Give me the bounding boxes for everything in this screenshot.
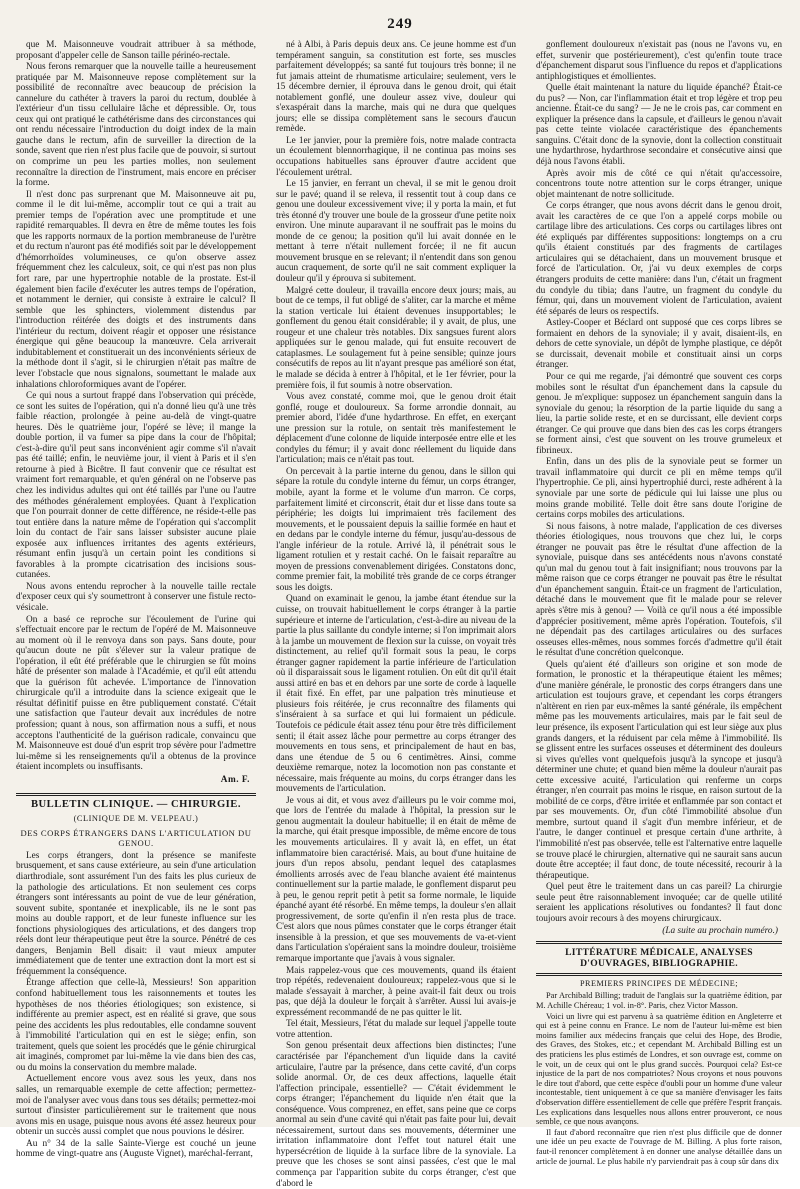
page-number: 249 xyxy=(387,16,413,32)
column-3 xyxy=(536,40,782,1166)
paragraph: Enfin, dans un des plis de la synoviale peut se former un travail inflammatoire qui durcit ce pli en même temps qu'il l'hypertrophie. Ce pli, ainsi hypertrophié durci, reste adhérent à la synoviale par une sorte de pédicule qui lui laisse une plus ou moins grande mobilité. Telle doit être sans doute l'origine de certains corps mobiles des articulations. xyxy=(536,457,782,521)
review-body xyxy=(536,991,782,1166)
section-divider xyxy=(536,941,782,944)
paragraph: On a basé ce reproche sur l'écoulement de l'urine qui s'effectuait encore par le rectum de l'opéré de M. Maisonneuve au moment où il le renvoya dans son pays. Sans doute, pour qu'aucun doute ne pût s'élever sur la valeur pratique de l'opération, il eût été préférable que le chirurgien se fût moins hâté de présenter son malade à l'Académie, et qu'il eût attendu que la guérison fût achevée. L'importance de l'innovation chirurgicale qu'il a introduite dans la science exigeait que le résultat définitif puisse en être publiquement constaté. C'était une satisfaction que l'auteur devait aux incrédules de notre profession; quant à nous, son affirmation nous a suffi, et nous acceptons l'authenticité de la guérison radicale, convaincu que M. Maisonneuve est doué d'un esprit trop sévère pour l'admettre lui-même si les renseignements qu'il a obtenus de la province étaient incomplets ou insuffisants. xyxy=(16,614,256,773)
paragraph: Actuellement encore vous avez sous les yeux, dans nos salles, un remarquable exemple de cette affection; permettez-moi de l'analyser avec vous dans tous ses détails; permettez-moi surtout d'insister particulièrement sur le traitement que nous avons mis en usage, puisque nous avons été assez heureux pour obtenir un succès aussi complet que nous pouvions le désirer. xyxy=(16,1074,256,1138)
paragraph: né à Albi, à Paris depuis deux ans. Ce jeune homme est d'un tempérament sanguin, sa constitution est forte, ses muscles parfaitement développés; sa santé fut toujours très bonne; il ne fut jamais atteint de rhumatisme articulaire; seulement, vers le 15 décembre dernier, il éprouva dans le genou droit, qui était notablement gonflé, une douleur assez vive, douleur qui s'exaspérait dans la marche, mais qui ne dura que quelques jours; elle se dissipa complètement sans le secours d'aucun remède. xyxy=(276,40,516,135)
paragraph: que M. Maisonneuve voudrait attribuer à sa méthode, proposant d'appeler celle de Sanson taille périnéo-rectale. xyxy=(16,40,256,61)
paragraph: Au n° 34 de la salle Sainte-Vierge est couché un jeune homme de vingt-quatre ans (Auguste Vignet), maréchal-ferrant, xyxy=(16,1138,256,1160)
paragraph: Ce qui nous a surtout frappé dans l'observation qui précède, ce sont les suites de l'opération, qui n'a donné lieu qu'à une très faible réaction, prolongée à peine au-delà de vingt-quatre heures. Dès le quatrième jour, l'opéré se lève; il mange la double portion, il va fumer sa pipe dans la cour de l'hôpital; c'est-à-dire qu'il peut sans inconvénient agir comme s'il n'avait pas été taillé; enfin, le neuvième jour, il vient à Paris et il s'en retourne à pied à Bicêtre. Il faut convenir que ce résultat est vraiment fort remarquable, et qu'en général on ne l'observe pas chez les individus adultes qui ont été taillés par l'une ou l'autre des méthodes généralement employées. Quant à l'explication que l'on pourrait donner de cette différence, ne réside-t-elle pas tout entière dans la nature même de l'opération qui s'accomplit loin du contact de l'air sans laisser subsister aucune plaie exposée aux influences irritantes des agents extérieurs, résumant enfin jusqu'à un certain point les conditions si favorables à la prompte cicatrisation des incisions sous-cutanées. xyxy=(16,391,256,581)
paragraph: Les corps étrangers, dont la présence se manifeste brusquement, et sans cause extérieure, au sein d'une articulation diarthrodiale, sont assurément l'un des faits les plus curieux de la pathologie des articulations. Et non seulement ces corps étrangers sont intéressants au point de vue de leur génération, souvent subite, spontanée et inexplicable, ils ne le sont pas moins au double rapport, et de leur funeste influence sur les fonctions physiologiques des articulations, et des dangers trop réels dont leur thérapeutique peut être la source. Pénétré de ces dangers, Benjamin Bell disait: il vaut mieux amputer immédiatement que de tenter une extraction dont la mort est si fréquemment la conséquence. xyxy=(16,850,256,977)
column-1 xyxy=(16,40,256,1160)
review-book-title: PREMIERS PRINCIPES DE MÉDECINE; xyxy=(579,978,739,988)
paragraph: Vous avez constaté, comme moi, que le genou droit était gonflé, rouge et douloureux. Sa forme arrondie donnait, au premier abord, l'idée d'une hydarthrose. En effet, en exerçant une pression sur la rotule, on sentait très manifestement le déplacement d'une colonne de liquide interposée entre elle et les condyles du fémur; il y avait donc réellement du liquide dans l'articulation; mais ce n'était pas tout. xyxy=(276,392,516,466)
paragraph: Malgré cette douleur, il travailla encore deux jours; mais, au bout de ce temps, il fut obligé de s'aliter, car la marche et même la station verticale lui étaient devenues insupportables; le gonflement du genou était considérable; il y avait, de plus, une rougeur et une chaleur très notables. Dix sangsues furent alors appliquées sur le genou malade, qui fut ensuite recouvert de cataplasmes. Le soulagement fut à peine sensible; quinze jours consécutifs de repos au lit n'ayant presque pas amélioré son état, le malade se décida à entrer à l'hôpital, et le 1er février, pour la première fois, il fut soumis à notre observation. xyxy=(276,285,516,391)
paragraph: Voici un livre qui est parvenu à sa quatrième édition en Angleterre et qui est à peine connu en France. Le nom de l'auteur lui-même est bien moins familier aux médecins français que celui des Hope, des Brodie, des Graves, des Stokes, etc.; et cependant M. Archibald Billing est un des praticiens les plus estimés de Londres, et son ouvrage est, comme on le voit, un de ceux qui ont le plus grand succès. Pourquoi cela? Est-ce injustice de la part de nos compatriotes? Nous croyons et nous pouvons le dire tout d'abord, que cette espèce d'oubli pour un homme d'une valeur incontestable, tient uniquement à ce que sa manière d'envisager les faits d'observation diffère essentiellement de celle que préfère l'esprit français. Les explications dans lesquelles nous allons entrer prouveront, ce nous semble, ce que nous avançons. xyxy=(536,1011,782,1127)
review-author-line: Par Archibald Billing; traduit de l'anglais sur la quatrième édition, par M. Achille Chéreau; 1 vol. in-8°. Paris, chez Victor Masson. xyxy=(536,991,782,1011)
bulletin-title: BULLETIN CLINIQUE. — CHIRURGIE. xyxy=(30,799,242,811)
paragraph: Astley-Cooper et Béclard ont supposé que ces corps libres se formaient en dehors de la synoviale; il y avait, disaient-ils, en dehors de cette synoviale, un dépôt de lymphe plastique, ce dépôt se durcissait, devenait mobile et constituait ainsi un corps étranger. xyxy=(536,318,782,371)
paragraph: gonflement douloureux n'existait pas (nous ne l'avons vu, en effet, survenir que postérieurement), c'est qu'enfin toute trace d'épanchement disparut sous l'influence du repos et d'applications antiphlogistiques et émollientes. xyxy=(536,40,782,82)
paragraph: Il n'est donc pas surprenant que M. Maisonneuve ait pu, comme il le dit lui-même, accomplir tout ce qui a trait au premier temps de l'opération avec une promptitude et une rapidité remarquables. Il devra en être de même toutes les fois que les rapports normaux de la portion membraneuse de l'urètre et du rectum n'auront pas été modifiés soit par le développement d'hémorrhoïdes volumineuses, ce qu'on observe assez fréquemment chez les calculeux, soit, ce qui n'est pas non plus fort rare, par une hypertrophie notable de la prostate. Est-il également bien facile d'exécuter les autres temps de l'opération, et notamment le dernier, qui consiste à extraire le calcul? Il semble que les sphincters, violemment distendus par l'introduction réitérée des doigts et des instruments dans l'intérieur du rectum, doivent réagir et opposer une résistance énergique qui gêne beaucoup la manœuvre. Cela arriverait indubitablement et constituerait un des inconvénients sérieux de la méthode dont il s'agit, si le chirurgien n'était pas maître de lever l'obstacle que nous signalons, soumettant le malade aux inhalations chloroformiques avant de l'opérer. xyxy=(16,189,256,390)
paragraph: Son genou présentait deux affections bien distinctes; l'une caractérisée par l'épanchement d'un liquide dans la cavité articulaire, l'autre par la présence, dans cette cavité, d'un corps solide anormal. Or, de ces deux affections, laquelle était l'affection principale, essentielle? — C'était évidemment le corps étranger; l'épanchement du liquide n'en était que la conséquence. Vous comprenez, en effet, sans peine que ce corps anormal au sein d'une cavité qui n'était pas faite pour lui, devait nécessairement, surtout dans ses mouvements, déterminer une irritation inflammatoire dont l'effet tout naturel était une hypersécrétion de liquide à la surface libre de la synoviale. La preuve que les choses se sont ainsi passées, c'est que le mal commença par l'apparition subite du corps étranger, c'est que d'abord le xyxy=(276,1041,516,1189)
paragraph: Étrange affection que celle-là, Messieurs! Son apparition confond habituellement tous les raisonnements et toutes les hypothèses de nos théories étiologiques; son existence, si indifférente au premier aspect, est en réalité si grave, que sous peine des accidents les plus redoutables, elle condamne souvent à l'immobilité l'articulation qui en est le siège; enfin, son traitement, quels que soient les procédés que le génie chirurgical ait imaginés, compromet par lui-même la vie dans bien des cas, ou du moins la conservation du membre malade. xyxy=(16,978,256,1073)
paragraph: On percevait à la partie interne du genou, dans le sillon qui sépare la rotule du condyle interne du fémur, un corps étranger, mobile, ayant la forme et le volume d'un marron. Ce corps, parfaitement limité et circonscrit, était dur et lisse dans toute sa périphérie; les doigts lui imprimaient très facilement des mouvements, et le poussaient depuis la saillie formée en haut et en dedans par le condyle interne du fémur, jusqu'au-dessous de l'angle inférieur de la rotule. Arrivé là, il pénétrait sous le ligament rotulien et y restait caché. On le faisait reparaître au moyen de pressions convenablement dirigées. Constatons donc, comme premier fait, la mobilité très grande de ce corps étranger sous les doigts. xyxy=(276,466,516,593)
section-divider xyxy=(536,973,782,976)
paragraph: Tel était, Messieurs, l'état du malade sur lequel j'appelle toute votre attention. xyxy=(276,1019,516,1040)
section-divider xyxy=(16,793,256,796)
paragraph: Il faut d'abord reconnaître que rien n'est plus difficile que de donner une idée un peu exacte de l'ouvrage de M. Billing. A plus forte raison, faut-il renoncer complètement à en donner une analyse détaillée dans un article de journal. Le plus habile n'y parviendrait pas à coup sûr dans dix xyxy=(536,1127,782,1166)
paragraph: Le 15 janvier, en ferrant un cheval, il se mit le genou droit sur le pavé; quand il se releva, il ressentit tout à coup dans ce genou une douleur excessivement vive; il y porta la main, et fut très étonné d'y trouver une boule de la grosseur d'une petite noix environ. Une minute auparavant il ne souffrait pas le moins du monde de ce genou; la position qu'il lui avait donnée en le mettant à terre n'était nullement forcée; il ne fit aucun mouvement brusque en se relevant; il n'entendit dans son genou aucun craquement, de sorte qu'il ne sait comment expliquer la douleur qu'il y éprouva si subitement. xyxy=(276,179,516,285)
paragraph: Quand on examinait le genou, la jambe étant étendue sur la cuisse, on trouvait habituellement le corps étranger à la partie supérieure et interne de l'articulation, c'est-à-dire au niveau de la partie la plus saillante du condyle interne; si l'on imprimait alors à la jambe un mouvement de flexion sur la cuisse, on voyait très distinctement, au relief qu'il formait sous la peau, le corps étranger gagner rapidement la partie inférieure de l'articulation où il disparaissait sous le ligament rotulien. On eût dit qu'il était aussi attiré en bas et en dehors par une sorte de corde à laquelle il était fixé. En effet, par une palpation très minutieuse et plusieurs fois réitérée, je crus reconnaître des filaments qui s'inséraient à sa surface et qui lui formaient un pédicule. Toutefois ce pédicule était assez ténu pour être très difficilement senti; il était assez lâche pour permettre au corps étranger des mouvements en tous sens, et principalement de haut en bas, dans une étendue de 5 ou 6 centimètres. Ainsi, comme deuxième remarque, notez la locomotion non pas constante et nécessaire, mais fréquente au moins, du corps étranger dans les mouvements de l'articulation. xyxy=(276,594,516,795)
paragraph: Après avoir mis de côté ce qui n'était qu'accessoire, concentrons toute notre attention sur le corps étranger, unique objet maintenant de notre sollicitude. xyxy=(536,168,782,200)
continuation-note: (La suite au prochain numéro.) xyxy=(662,926,778,937)
paragraph: Le 1er janvier, pour la première fois, notre malade contracta un écoulement blennorrhagique, il ne continua pas moins ses occupations habituelles sans éprouver d'autre accident que l'écoulement urétral. xyxy=(276,135,516,178)
column-2 xyxy=(276,40,516,1189)
article-title: DES CORPS ÉTRANGERS DANS L'ARTICULATION DU GENOU. xyxy=(20,827,252,849)
paragraph: Nous avons entendu reprocher à la nouvelle taille rectale d'exposer ceux qui s'y soumettront à conserver une fistule recto-vésicale. xyxy=(16,581,256,613)
paragraph: Ce corps étranger, que nous avons décrit dans le genou droit, avait les caractères de ce que l'on a appelé corps mobile ou cartilage libre des articulations. Ces corps ou cartilages libres ont été expliqués par différentes suppositions: longtemps on a cru qu'ils étaient constitués par des fragments de cartilages articulaires qui se détachaient, dans un mouvement brusque et forcé de l'articulation. Or, j'ai vu deux exemples de corps étrangers produits de cette manière: dans l'un, c'était un fragment du condyle du tibia; dans l'autre, un fragment du condyle du fémur, qui, dans un mouvement violent de l'articulation, avaient été séparés de leurs os respectifs. xyxy=(536,201,782,317)
literature-section-title: LITTÉRATURE MÉDICALE, ANALYSES D'OUVRAGES, BIBLIOGRAPHIE. xyxy=(565,946,753,969)
author-signature: Am. F. xyxy=(220,774,250,785)
paragraph: Mais rappelez-vous que ces mouvements, quand ils étaient trop répétés, redevenaient douloureux; rappelez-vous que si le malade s'essayait à marcher, à peine avait-il fait deux ou trois pas, que déjà la douleur le forçait à s'arrêter. Aussi lui avais-je expressément recommandé de ne pas quitter le lit. xyxy=(276,965,516,1018)
bulletin-subtitle: (CLINIQUE DE M. VELPEAU.) xyxy=(73,814,199,824)
paragraph: Je vous ai dit, et vous avez d'ailleurs pu le voir comme moi, que lors de l'entrée du malade à l'hôpital, la pression sur le genou augmentait la douleur habituelle; il en était de même de la marche, qui était presque impossible, de même encore de tous les mouvements articulaires. Il y avait là, en effet, un état inflammatoire bien caractérisé. Mais, au bout d'une huitaine de jours d'un repos absolu, pendant lequel des cataplasmes émollients arrosés avec de l'eau blanche avaient été maintenus continuellement sur la partie malade, le gonflement disparut peu à peu, le genou reprit petit à petit sa forme normale, le liquide épanché ayant été résorbé. En même temps, la douleur s'en allait progressivement, de sorte qu'enfin il n'en resta plus de trace. C'est alors que nous pûmes constater que le corps étranger était insensible à la pression, et que ses mouvements de va-et-vient dans l'articulation s'opéraient sans la moindre douleur, troisième remarque importante que j'avais à vous signaler. xyxy=(276,795,516,965)
paragraph: Nous ferons remarquer que la nouvelle taille a heureusement pratiquée par M. Maisonneuve repose complètement sur la possibilité de reconnaître avec beaucoup de précision la cannelure du cathéter à travers la paroi du rectum, doublée à l'extérieur d'un tissu cellulaire lâche et dépressible. Or, tous ceux qui ont pratiqué le cathétérisme dans des circonstances qui ont rendu nécessaire l'introduction du doigt index de la main gauche dans le rectum, afin de surveiller la direction de la sonde, savent que rien n'est plus facile que de pouvoir, si surtout on comprime un peu les parties molles, non seulement reconnaître la direction de l'instrument, mais encore en préciser la forme. xyxy=(16,62,256,189)
paragraph: Quels qu'aient été d'ailleurs son origine et son mode de formation, le pronostic et la thérapeutique étaient les mêmes; d'une manière générale, le pronostic des corps étrangers dans une articulation est toujours grave, et cependant les corps étrangers n'altèrent en rien par eux-mêmes la santé générale, ils empêchent même pas les mouvements articulaires, mais par le fait seul de leur présence, ils exposent l'articulation qui est leur siège aux plus grands dangers, et la réduisent par cela même à l'immobilité. Ils se glissent entre les surfaces osseuses et déterminent des douleurs si vives qu'elles vont quelquefois jusqu'à la syncope et jusqu'à déterminer une chute; et quand bien même la douleur n'aurait pas cette excessive acuité, l'articulation qui renferme un corps étranger, n'en courrait pas moins le risque, en raison surtout de la mobilité de ce corps, d'être irritée et enflammée par son contact et par ses mouvements. Or, d'un côté l'immobilité absolue d'un membre, surtout quand il s'agit d'un membre inférieur, et de l'autre, le danger continuel et presque certain d'une arthrite, à l'immobilité n'est pas observée, telle est l'alternative entre laquelle se trouve placé le chirurgien, alternative qui ne saurait sans aucun doute être acceptée; il faut donc, de toute nécessité, recourir à la thérapeutique. xyxy=(536,659,782,881)
paragraph: Si nous faisons, à notre malade, l'application de ces diverses théories étiologiques, nous trouvons que chez lui, le corps étranger ne pouvait pas être le résultat d'une affection de la synoviale, puisque dans ses antécédents nous n'avons constaté qu'un mal du genou tout à fait insignifiant; nous trouvons par la même raison que ce corps étranger ne pouvait pas être le résultat d'un épanchement sanguin. Était-ce un fragment de l'articulation, détaché dans le mouvement que fit le malade pour se relever après s'être mis à genou? — Voilà ce qu'il nous a été impossible d'apprécier positivement, même après l'opération. Toutefois, s'il ne dépendait pas des cartilages articulaires ou des surfaces osseuses elles-mêmes, nous sommes forcés d'admettre qu'il était le résultat d'une concrétion quelconque. xyxy=(536,521,782,659)
paragraph: Quelle était maintenant la nature du liquide épanché? Était-ce du pus? — Non, car l'inflammation était et trop légère et trop peu ancienne. Était-ce du sang? — Je ne le crois pas, car comment en expliquer la présence dans la capsule, et d'ailleurs le genou n'avait pas cette teinte violacée caractéristique des épanchements sanguins. C'était donc de la synovie, dont la collection constituait une hydarthrose, hydarthrose secondaire et consécutive ainsi que déjà nous l'avons établi. xyxy=(536,83,782,168)
paragraph: Pour ce qui me regarde, j'ai démontré que souvent ces corps mobiles sont le résultat d'un épanchement dans la capsule du genou. Je m'explique: supposez un épanchement sanguin dans la synoviale du genou; la résorption de la partie liquide du sang a lieu, la partie solide reste, et en se durcissant, elle devient corps étranger. Ce qui prouve que dans bien des cas les corps étrangers se forment ainsi, c'est que souvent on les trouve grumeleux et fibrineux. xyxy=(536,371,782,456)
paragraph: Quel peut être le traitement dans un cas pareil? La chirurgie seule peut être raisonnablement invoquée; car de quelle utilité seraient les applications résolutives ou fondantes? Il faut donc toujours avoir recours à des moyens chirurgicaux. xyxy=(536,882,782,924)
